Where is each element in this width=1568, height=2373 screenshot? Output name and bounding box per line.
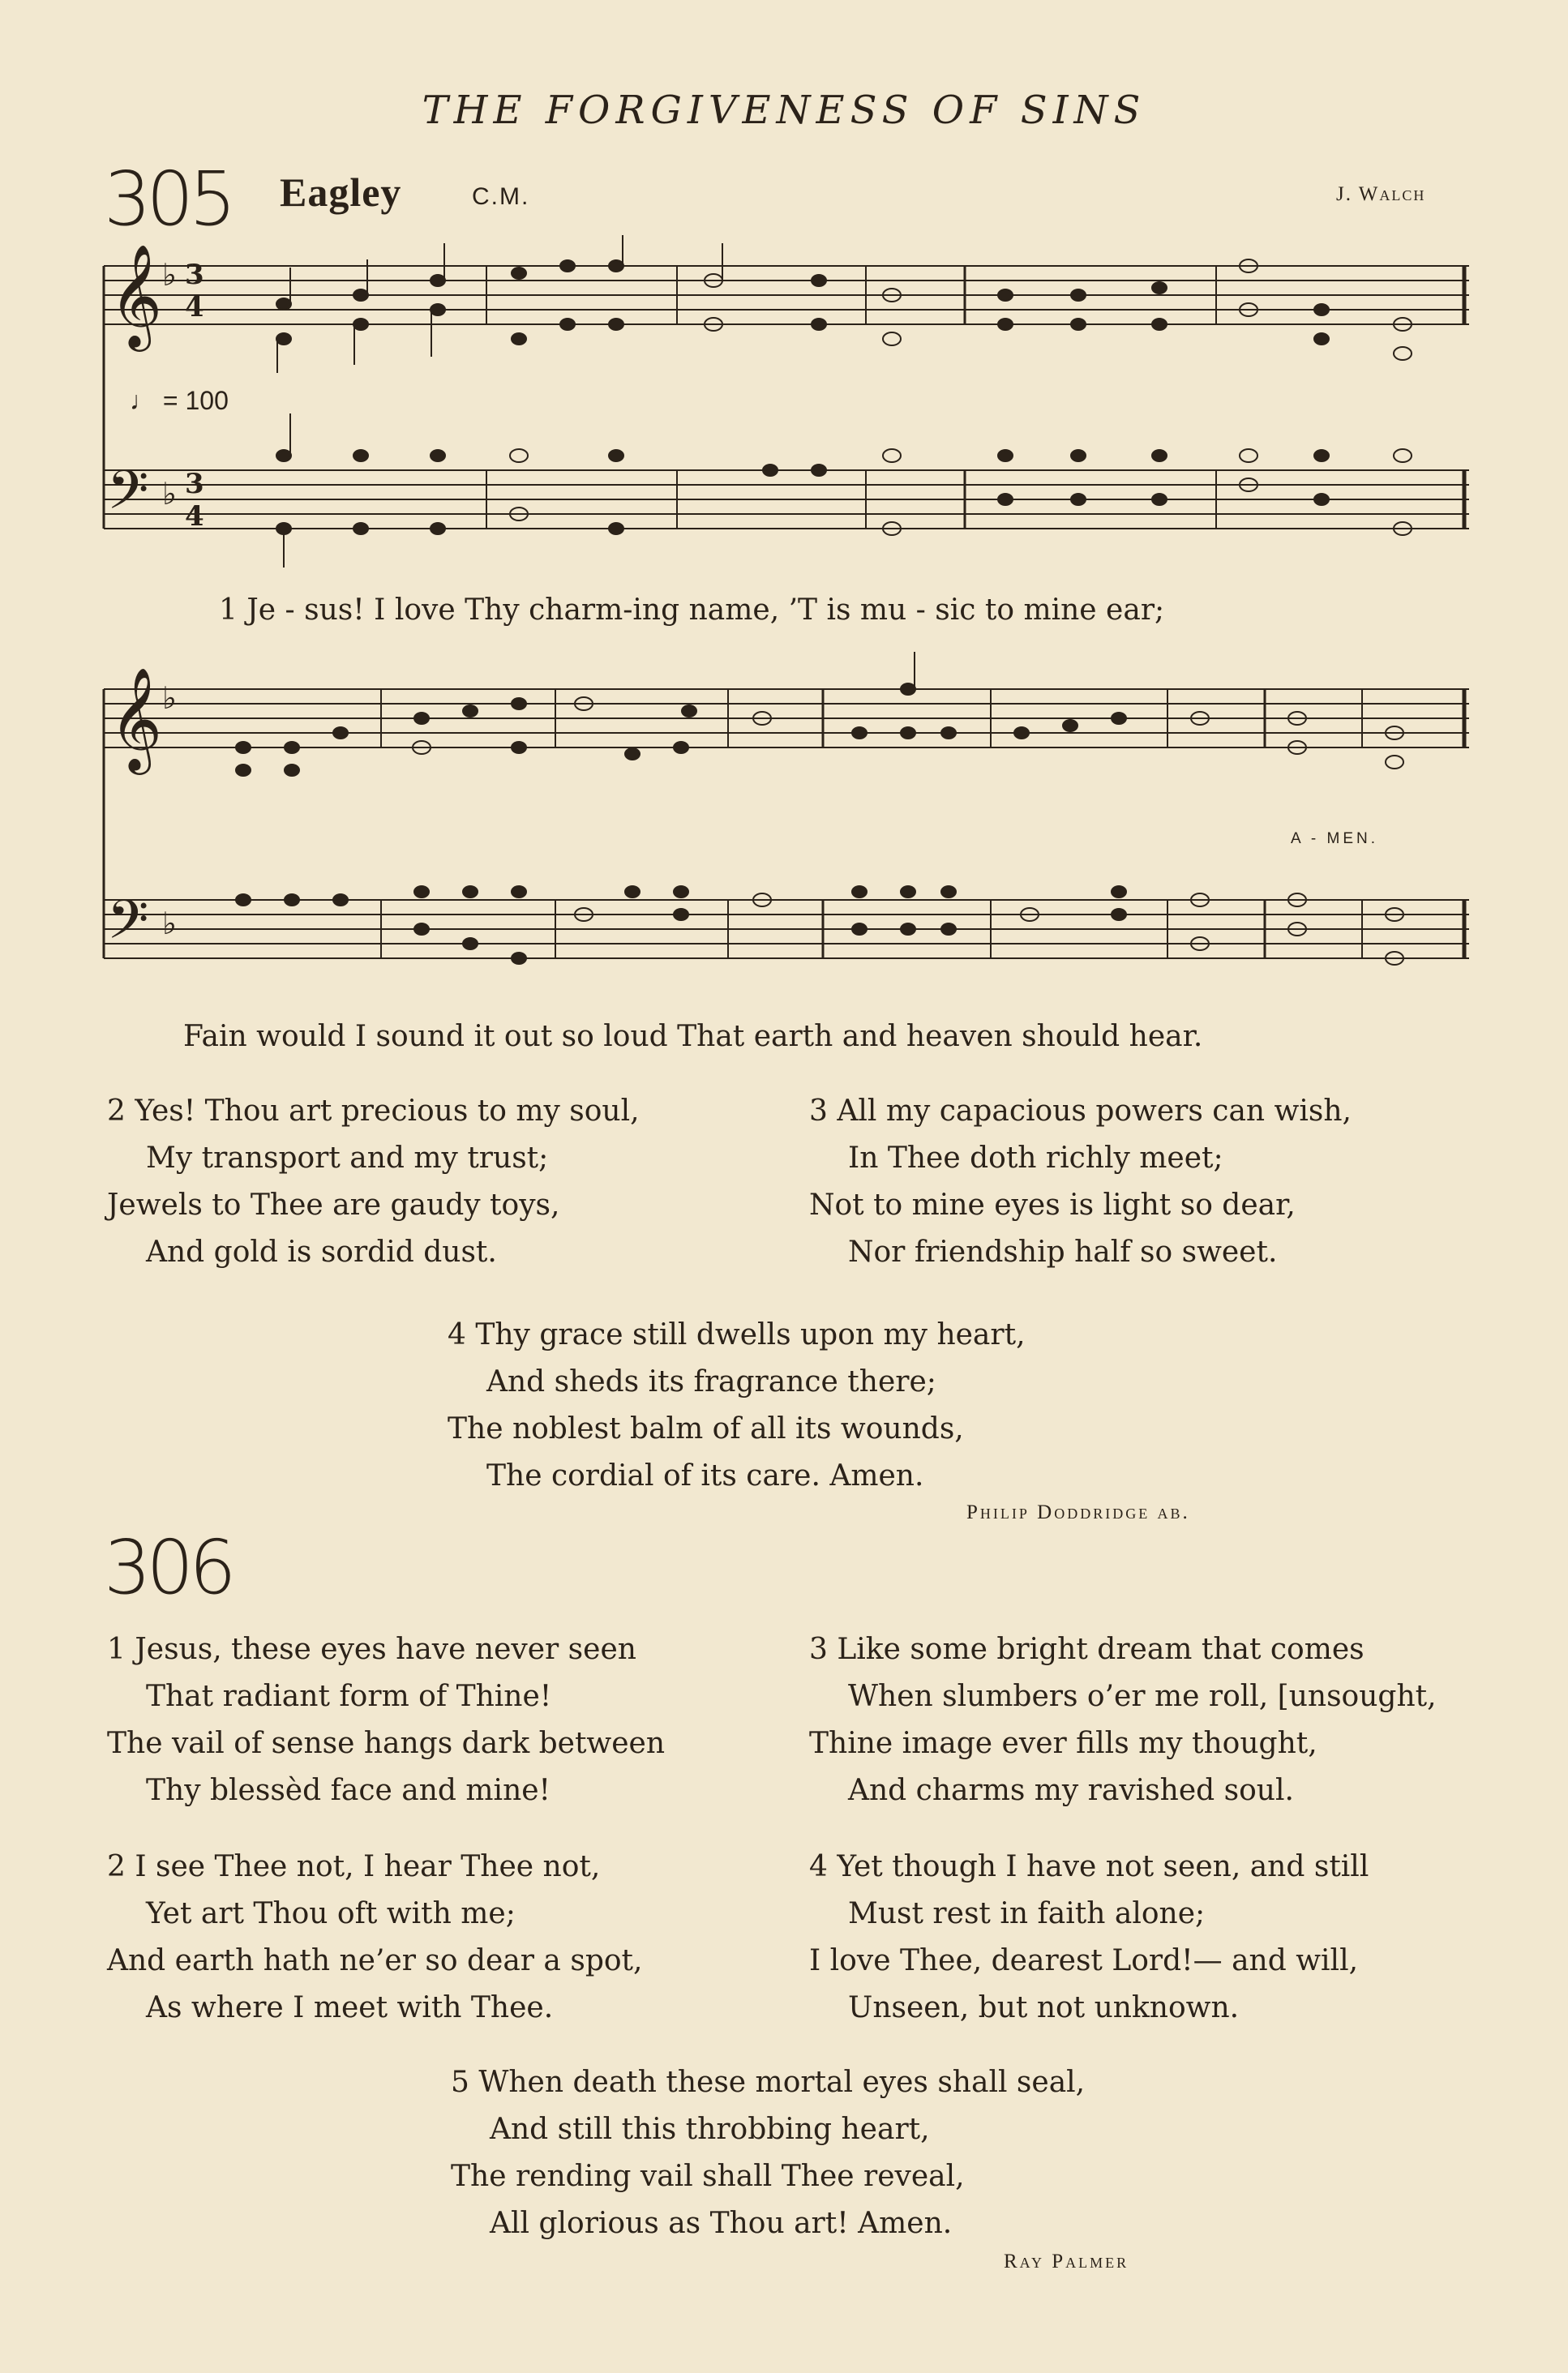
flat-sign-icon: ♭: [162, 257, 177, 293]
score-system-1: [0, 235, 1568, 616]
meter: C.M.: [472, 183, 530, 210]
author-306: Ray Palmer: [1004, 2251, 1129, 2272]
composer: J. Walch: [1336, 183, 1426, 205]
svg-text:4: 4: [185, 500, 204, 533]
svg-text:4: 4: [185, 291, 204, 323]
svg-text:3: 3: [185, 259, 204, 291]
section-title: THE FORGIVENESS OF SINS: [422, 88, 1146, 133]
hymn-number-306: 306: [104, 1524, 232, 1611]
svg-text:3: 3: [185, 468, 204, 500]
verse-306-5: 5 When death these mortal eyes shall seal, And still this throbbing heart, The rending vail shall Thee reveal, All glorious as Thou art! Amen.: [451, 2066, 1086, 2240]
verse-306-1: 1 Jesus, these eyes have never seen That radiant form of Thine! The vail of sense hangs dark between Thy blessèd face and mine!: [107, 1633, 666, 1807]
svg-text:𝄞: 𝄞: [109, 666, 163, 770]
lyric-line-2: Fain would I sound it out so loud That earth and heaven should hear.: [183, 1020, 1203, 1053]
hymn-number-305: 305: [104, 156, 232, 242]
svg-text:♭: ♭: [162, 680, 177, 716]
verse-306-4: 4 Yet though I have not seen, and still Must rest in faith alone; I love Thee, dearest Lord!— and will, Unseen, but not unknown.: [809, 1850, 1369, 2024]
verse-306-2: 2 I see Thee not, I hear Thee not, Yet art Thou oft with me; And earth hath ne’er so dear a spot, As where I meet with Thee.: [107, 1850, 643, 2024]
bass-clef-icon: 𝄢: [107, 459, 149, 534]
svg-text:♭: ♭: [162, 476, 177, 512]
treble-clef-icon: 𝄞: [109, 243, 163, 347]
verse-305-2: 2 Yes! Thou art precious to my soul, My transport and my trust; Jewels to Thee are gaudy toys, And gold is sordid dust.: [107, 1094, 640, 1269]
amen-label: A - MEN.: [1291, 830, 1379, 847]
tempo-marking: ♩ = 100: [130, 386, 229, 415]
verse-306-3: 3 Like some bright dream that comes When slumbers o’er me roll, [unsought, Thine image ever fills my thought, And charms my ravished soul.: [809, 1633, 1437, 1807]
tune-name: Eagley: [280, 169, 402, 215]
author-305: Philip Doddridge ab.: [966, 1501, 1190, 1523]
verse-305-4: 4 Thy grace still dwells upon my heart, And sheds its fragrance there; The noblest balm of all its wounds, The cordial of its care. Amen.: [448, 1318, 1026, 1493]
lyric-line-1: 1 Je - sus! I love Thy charm-ing name, ’T is mu - sic to mine ear;: [219, 593, 1165, 627]
svg-text:𝄢: 𝄢: [107, 889, 149, 964]
verse-305-3: 3 All my capacious powers can wish, In Thee doth richly meet; Not to mine eyes is light so dear, Nor friendship half so sweet.: [809, 1094, 1352, 1269]
svg-text:♭: ♭: [162, 906, 177, 941]
